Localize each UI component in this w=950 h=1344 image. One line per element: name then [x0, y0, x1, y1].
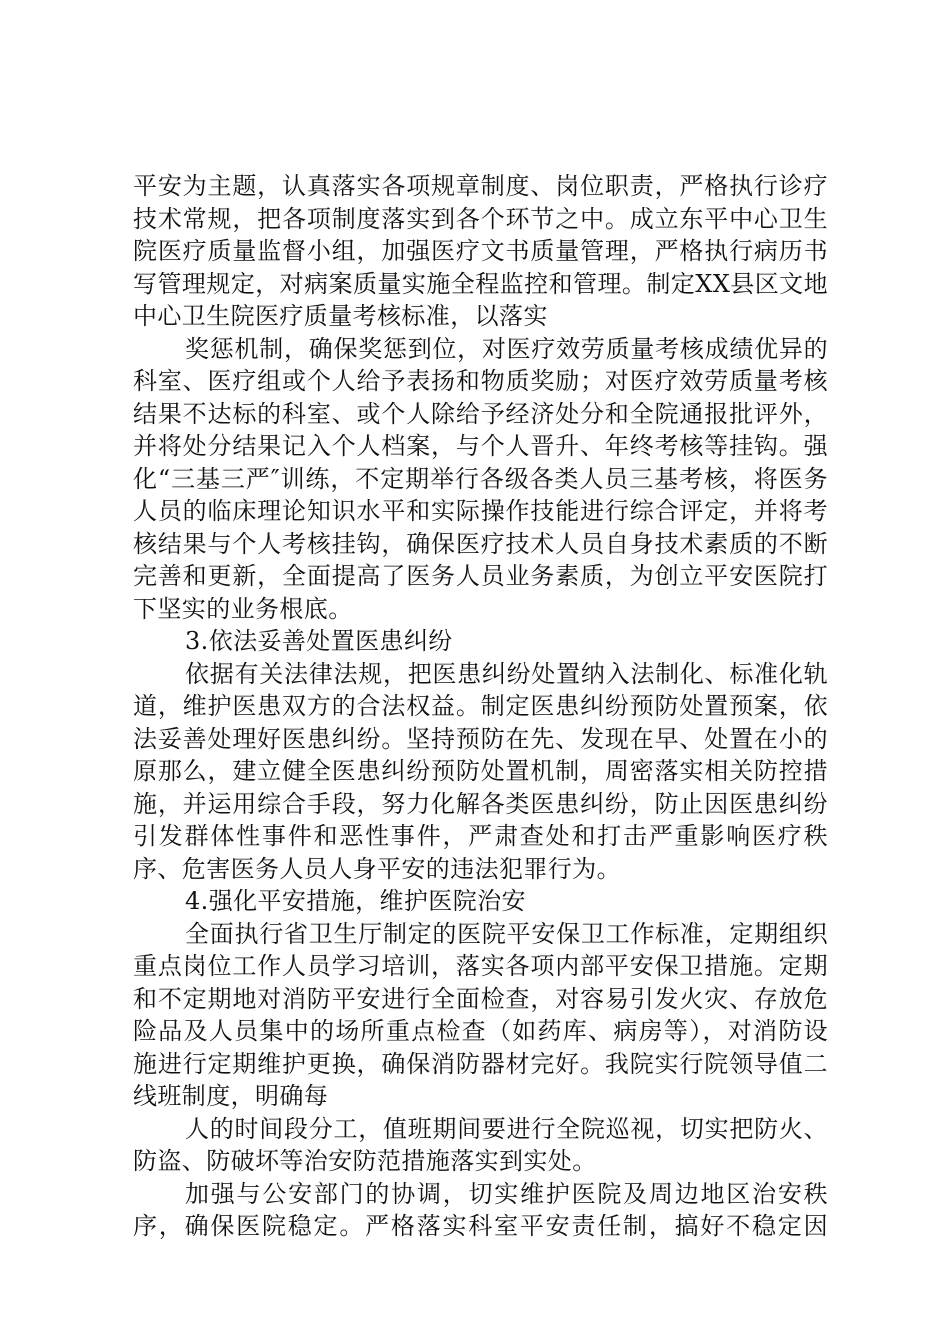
paragraph-5: 人的时间段分工，值班期间要进行全院巡视，切实把防火、防盗、防破坏等治安防范措施落实到实处。	[133, 1114, 828, 1175]
paragraph-6: 加强与公安部门的协调，切实维护医院及周边地区治安秩序，确保医院稳定。严格落实科室平安责任制，搞好不稳定因	[133, 1179, 828, 1240]
section-heading-4: 4.强化平安措施，维护医院治安	[185, 887, 526, 915]
paragraph-1: 平安为主题，认真落实各项规章制度、岗位职责，严格执行诊疗技术常规，把各项制度落实到各个环节之中。成立东平中心卫生院医疗质量监督小组，加强医疗文书质量管理，严格执行病历书写管理规定，对病案质量实施全程监控和管理。制定XX县区文地中心卫生院医疗质量考核标准，以落实	[133, 172, 828, 330]
document-page	[133, 170, 828, 1243]
paragraph-4: 全面执行省卫生厅制定的医院平安保卫工作标准，定期组织重点岗位工作人员学习培训，落实各项内部平安保卫措施。定期和不定期地对消防平安进行全面检查，对容易引发火灾、存放危险品及人员集中的场所重点检查（如药库、病房等），对消防设施进行定期维护更换，确保消防器材完好。我院实行院领导值二线班制度，明确每	[133, 919, 828, 1110]
section-heading-3: 3.依法妥善处置医患纠纷	[185, 627, 453, 655]
paragraph-3: 依据有关法律法规，把医患纠纷处置纳入法制化、标准化轨道，维护医患双方的合法权益。制定医患纠纷预防处置预案，依法妥善处理好医患纠纷。坚持预防在先、发现在早、处置在小的原那么，建立健全医患纠纷预防处置机制，周密落实相关防控措施，并运用综合手段，努力化解各类医患纠纷，防止因医患纠纷引发群体性事件和恶性事件，严肃查处和打击严重影响医疗秩序、危害医务人员人身平安的违法犯罪行为。	[133, 659, 828, 883]
paragraph-2: 奖惩机制，确保奖惩到位，对医疗效劳质量考核成绩优异的科室、医疗组或个人给予表扬和物质奖励；对医疗效劳质量考核结果不达标的科室、或个人除给予经济处分和全院通报批评外，并将处分结果记入个人档案，与个人晋升、年终考核等挂钩。强化“三基三严″训练，不定期举行各级各类人员三基考核，将医务人员的临床理论知识水平和实际操作技能进行综合评定，并将考核结果与个人考核挂钩，确保医疗技术人员自身技术素质的不断完善和更新，全面提高了医务人员业务素质，为创立平安医院打下坚实的业务根底。	[133, 334, 828, 623]
